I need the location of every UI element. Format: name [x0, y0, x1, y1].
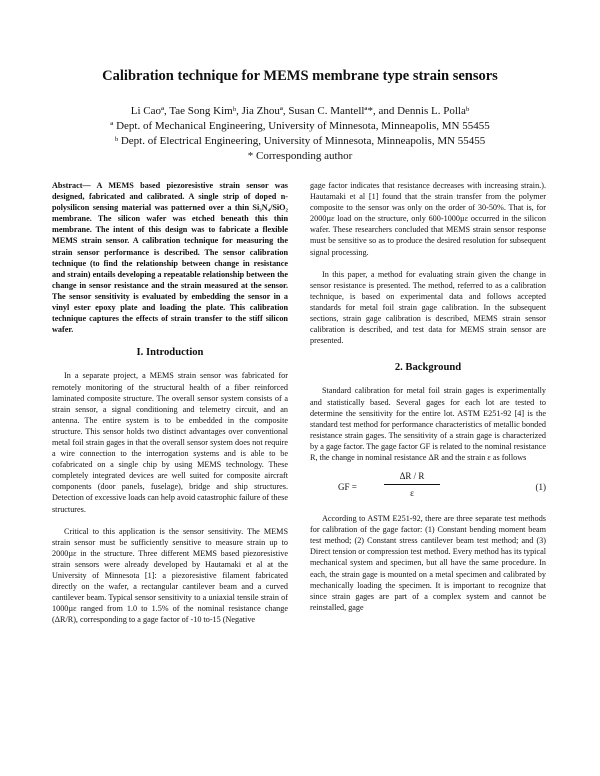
corresponding-author-note: * Corresponding author — [247, 150, 353, 162]
affiliation-b: ᵇ Dept. of Electrical Engineering, University of Minnesota, Minneapolis, MN 55455 — [114, 135, 486, 147]
background-paragraph-1: Standard calibration for metal foil strain gages is experimentally and statistically based. Several gages for each lot are tested to determine the sensitivity for the entire lot. ASTM E251-92 [4] is the standard test method for performance characteristics of metallic bonded resistance strain gages. The sensitivity of a strain gage is characterized by a gage factor. The gage factor GF is related to the nominal resistance R, the change in nominal resistance ΔR and the strain ε as follows — [310, 386, 546, 462]
author-block — [0, 104, 600, 164]
introduction-paragraph-4: In this paper, a method for evaluating strain given the change in sensor resistance is presented. The method, referred to as a calibration technique, is based on experimental data and follows accepted standards for metal foil strain gage calibration. In the subsequent sections, strain gage calibration is described, MEMS strain sensor calibration is described, and test data for MEMS strain sensor are presented. — [310, 269, 546, 346]
paper-title: Calibration technique for MEMS membrane type strain sensors — [102, 68, 498, 84]
gage-factor-equation — [310, 471, 546, 505]
equation-lhs: GF = — [338, 482, 357, 493]
equation-numerator: ΔR / R — [384, 471, 440, 485]
equation-fraction — [384, 471, 440, 499]
section-heading-introduction: I. Introduction — [136, 347, 204, 359]
introduction-paragraph-3: gage factor indicates that resistance decreases with increasing strain.). Hautamaki et al [1] found that the strain transfer from the polymer composite to the sensor was only on the order of 30-50%. That is, for 2000µε load on the structure, only 600-1000µε occurred in the silicon wafer. These researchers concluded that MEMS strain sensor response must be sensitive so as to produce the desired resolution for subsequent signal processing. — [310, 181, 546, 257]
affiliation-a: ª Dept. of Mechanical Engineering, University of Minnesota, Minneapolis, MN 55455 — [110, 120, 490, 132]
section-heading-background: 2. Background — [394, 362, 462, 374]
introduction-paragraph-2: Critical to this application is the sensor sensitivity. The MEMS strain sensor must be sufficiently sensitive to measure strain up to 2000µε in the structure. Three different MEMS based piezoresistive strain sensors were already developed by Hautamaki et al at the University of Minnesota [1]: a piezoresistive filament fabricated directly on the wafer, a rectangular cantilever beam and a curved cantilever beam. Typical sensor sensitivity to a uniaxial tensile strain of 1000µε ranged from 1.0 to 1.5% of the nominal resistance change (ΔR/R), corresponding to a gage factor of -10 to-15 (Negative — [52, 526, 288, 625]
left-column — [52, 180, 288, 625]
equation-number: (1) — [535, 482, 546, 493]
introduction-paragraph-1: In a separate project, a MEMS strain sensor was fabricated for remotely monitoring of the structural health of a fiber reinforced laminated composite structure. The overall sensor system consists of a strain sensor, a signal conditioning and telemetry circuit, and an antenna. The entire system is to be embedded in the composite structure. This sensor holds two distinct advantages over conventional metal foil strain gages in that the overall sensor system does not require a wire connection to the interrogation systems and is able to be cofabricated on a single chip by using MEMS technology. These completely integrated devices are well suited for composite aircraft components (door panels, fuselage), bridge and ship structures. Detection of excessive loads can help avoid catastrophic failure of these structures. — [52, 371, 288, 514]
equation-denominator: ε — [410, 488, 414, 499]
background-paragraph-2: According to ASTM E251-92, there are three separate test methods for calibration of the gage factor: (1) Constant bending moment beam test method; (2) Constant stress cantilever beam test method; and (3) Direct tension or compression test method. Every method has its typical mechanical system and specimen, but all have the same procedure. In each, the strain gage is mounted on a metal specimen and calibrated by mechanically loading the specimen. It is important to recognize that since strain gages are part of a complex system and cannot be reinstalled, gage — [310, 514, 546, 612]
right-column — [310, 180, 546, 613]
author-names: Li Caoª, Tae Song Kimᵇ, Jia Zhouª, Susan C. Mantellª*, and Dennis L. Pollaᵇ — [130, 105, 470, 117]
abstract: Abstract— A MEMS based piezoresistive strain sensor was designed, fabricated and calibrated. A single strip of doped n-polysilicon sensing material was patterned over a thin Si₃N₄/SiO₂ membrane. The silicon wafer was etched beneath this thin membrane. The intent of this design was to fabricate a flexible MEMS strain sensor. A calibration technique for measuring the strain sensor performance is described. The sensor calibration technique (to find the relationship between change in resistance and strain) entails developing a repeatable relationship between the change in sensor resistance and the strain measured at the sensor. The sensor sensitivity is evaluated by embedding the sensor in a vinyl ester epoxy plate and loading the plate. This calibration technique captures the effects of strain transfer to the stiff silicon wafer. — [52, 181, 288, 335]
